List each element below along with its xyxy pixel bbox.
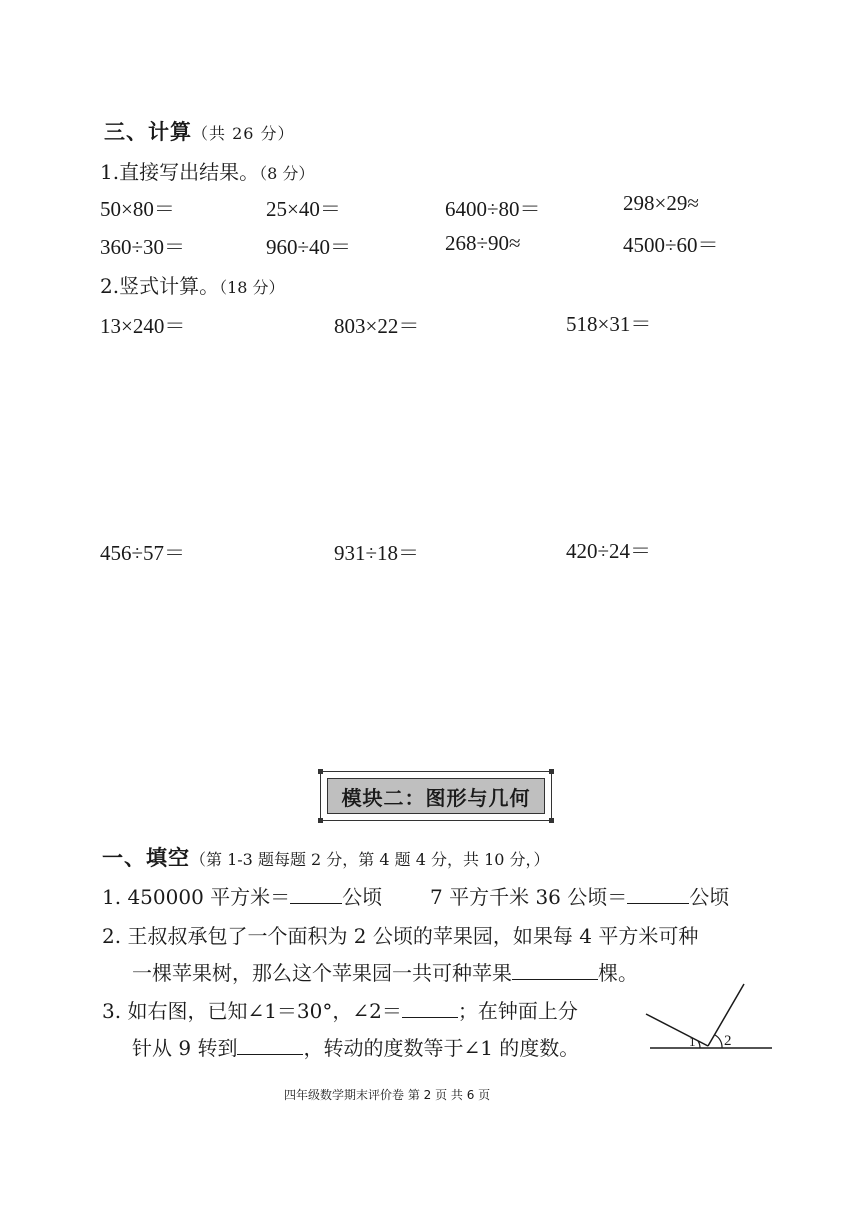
oral-calc-item: 268÷90≈ [445,231,521,255]
q1-title: 1.直接写出结果。 [100,160,260,184]
angle-2-label: 2 [724,1033,732,1049]
fill-q3-line2-tail: ，转动的度数等于∠1 的度数。 [303,1036,580,1060]
fill-q1-b-text: 7 平方千米 36 公顷＝ [430,885,628,909]
banner-corner [318,769,323,774]
fill-q3-line1-text: 3. 如右图，已知∠1＝30°，∠2＝ [102,999,402,1023]
fill-section-title: 一、填空 [102,845,190,870]
q1-points: （8 分） [259,164,315,183]
fill-q3-line2-text: 针从 9 转到 [132,1036,238,1060]
angle-1-label: 1 [689,1034,696,1049]
answer-blank[interactable] [290,883,342,904]
vertical-calc-item: 803×22＝ [334,314,420,338]
answer-blank[interactable] [237,1034,303,1055]
q2-title: 2.竖式计算。 [100,274,220,298]
vertical-calc-item: 420÷24＝ [566,539,652,563]
q1-heading [100,156,314,185]
section-3-title: 三、计算 [104,119,192,144]
section-3-heading [104,116,295,146]
fill-q2-line2-text: 一棵苹果树，那么这个苹果园一共可种苹果 [132,961,512,985]
vertical-calc-item: 518×31＝ [566,312,652,336]
oral-calc-item: 6400÷80＝ [445,197,541,221]
answer-blank[interactable] [512,959,598,980]
banner-corner [549,818,554,823]
fill-section-heading [102,842,550,872]
fill-q3-line2 [132,1032,579,1061]
oral-calc-item: 4500÷60＝ [623,233,719,257]
vertical-calc-item: 456÷57＝ [100,541,186,565]
page-footer: 四年级数学期末评价卷 第 2 页 共 6 页 [284,1088,491,1102]
fill-q1-a-unit: 公顷 [342,885,383,909]
module-title: 模块二：图形与几何 [327,778,545,814]
oral-calc-item: 360÷30＝ [100,235,186,259]
section-3-points: （共 26 分） [192,124,295,143]
fill-section-points: （第 1-3 题每题 2 分，第 4 题 4 分，共 10 分，） [190,850,550,869]
vertical-calc-item: 13×240＝ [100,314,186,338]
fill-q3-line1-tail: ；在钟面上分 [457,999,578,1023]
oral-calc-item: 50×80＝ [100,197,175,221]
fill-q2-line2 [132,957,638,986]
fill-q1 [102,881,382,910]
oral-calc-item: 25×40＝ [266,197,341,221]
fill-q3-line1 [102,995,578,1024]
oral-calc-item: 960÷40＝ [266,235,352,259]
banner-corner [549,769,554,774]
answer-blank[interactable] [402,997,458,1018]
answer-blank[interactable] [627,883,689,904]
fill-q2-line2-unit: 棵。 [598,961,638,985]
fill-q1-a-text: 1. 450000 平方米＝ [102,885,291,909]
fill-q1-b-unit: 公顷 [689,885,730,909]
q2-heading [100,270,285,299]
banner-corner [318,818,323,823]
fill-q1-b [430,881,729,910]
q2-points: （18 分） [219,278,285,297]
oral-calc-item: 298×29≈ [623,191,699,215]
angle-2-arc [715,1035,722,1048]
angle-diagram [640,978,780,1058]
vertical-calc-item: 931÷18＝ [334,541,420,565]
module-banner [320,771,552,821]
fill-q2-line1: 2. 王叔叔承包了一个面积为 2 公顷的苹果园，如果每 4 平方米可种 [102,924,699,948]
